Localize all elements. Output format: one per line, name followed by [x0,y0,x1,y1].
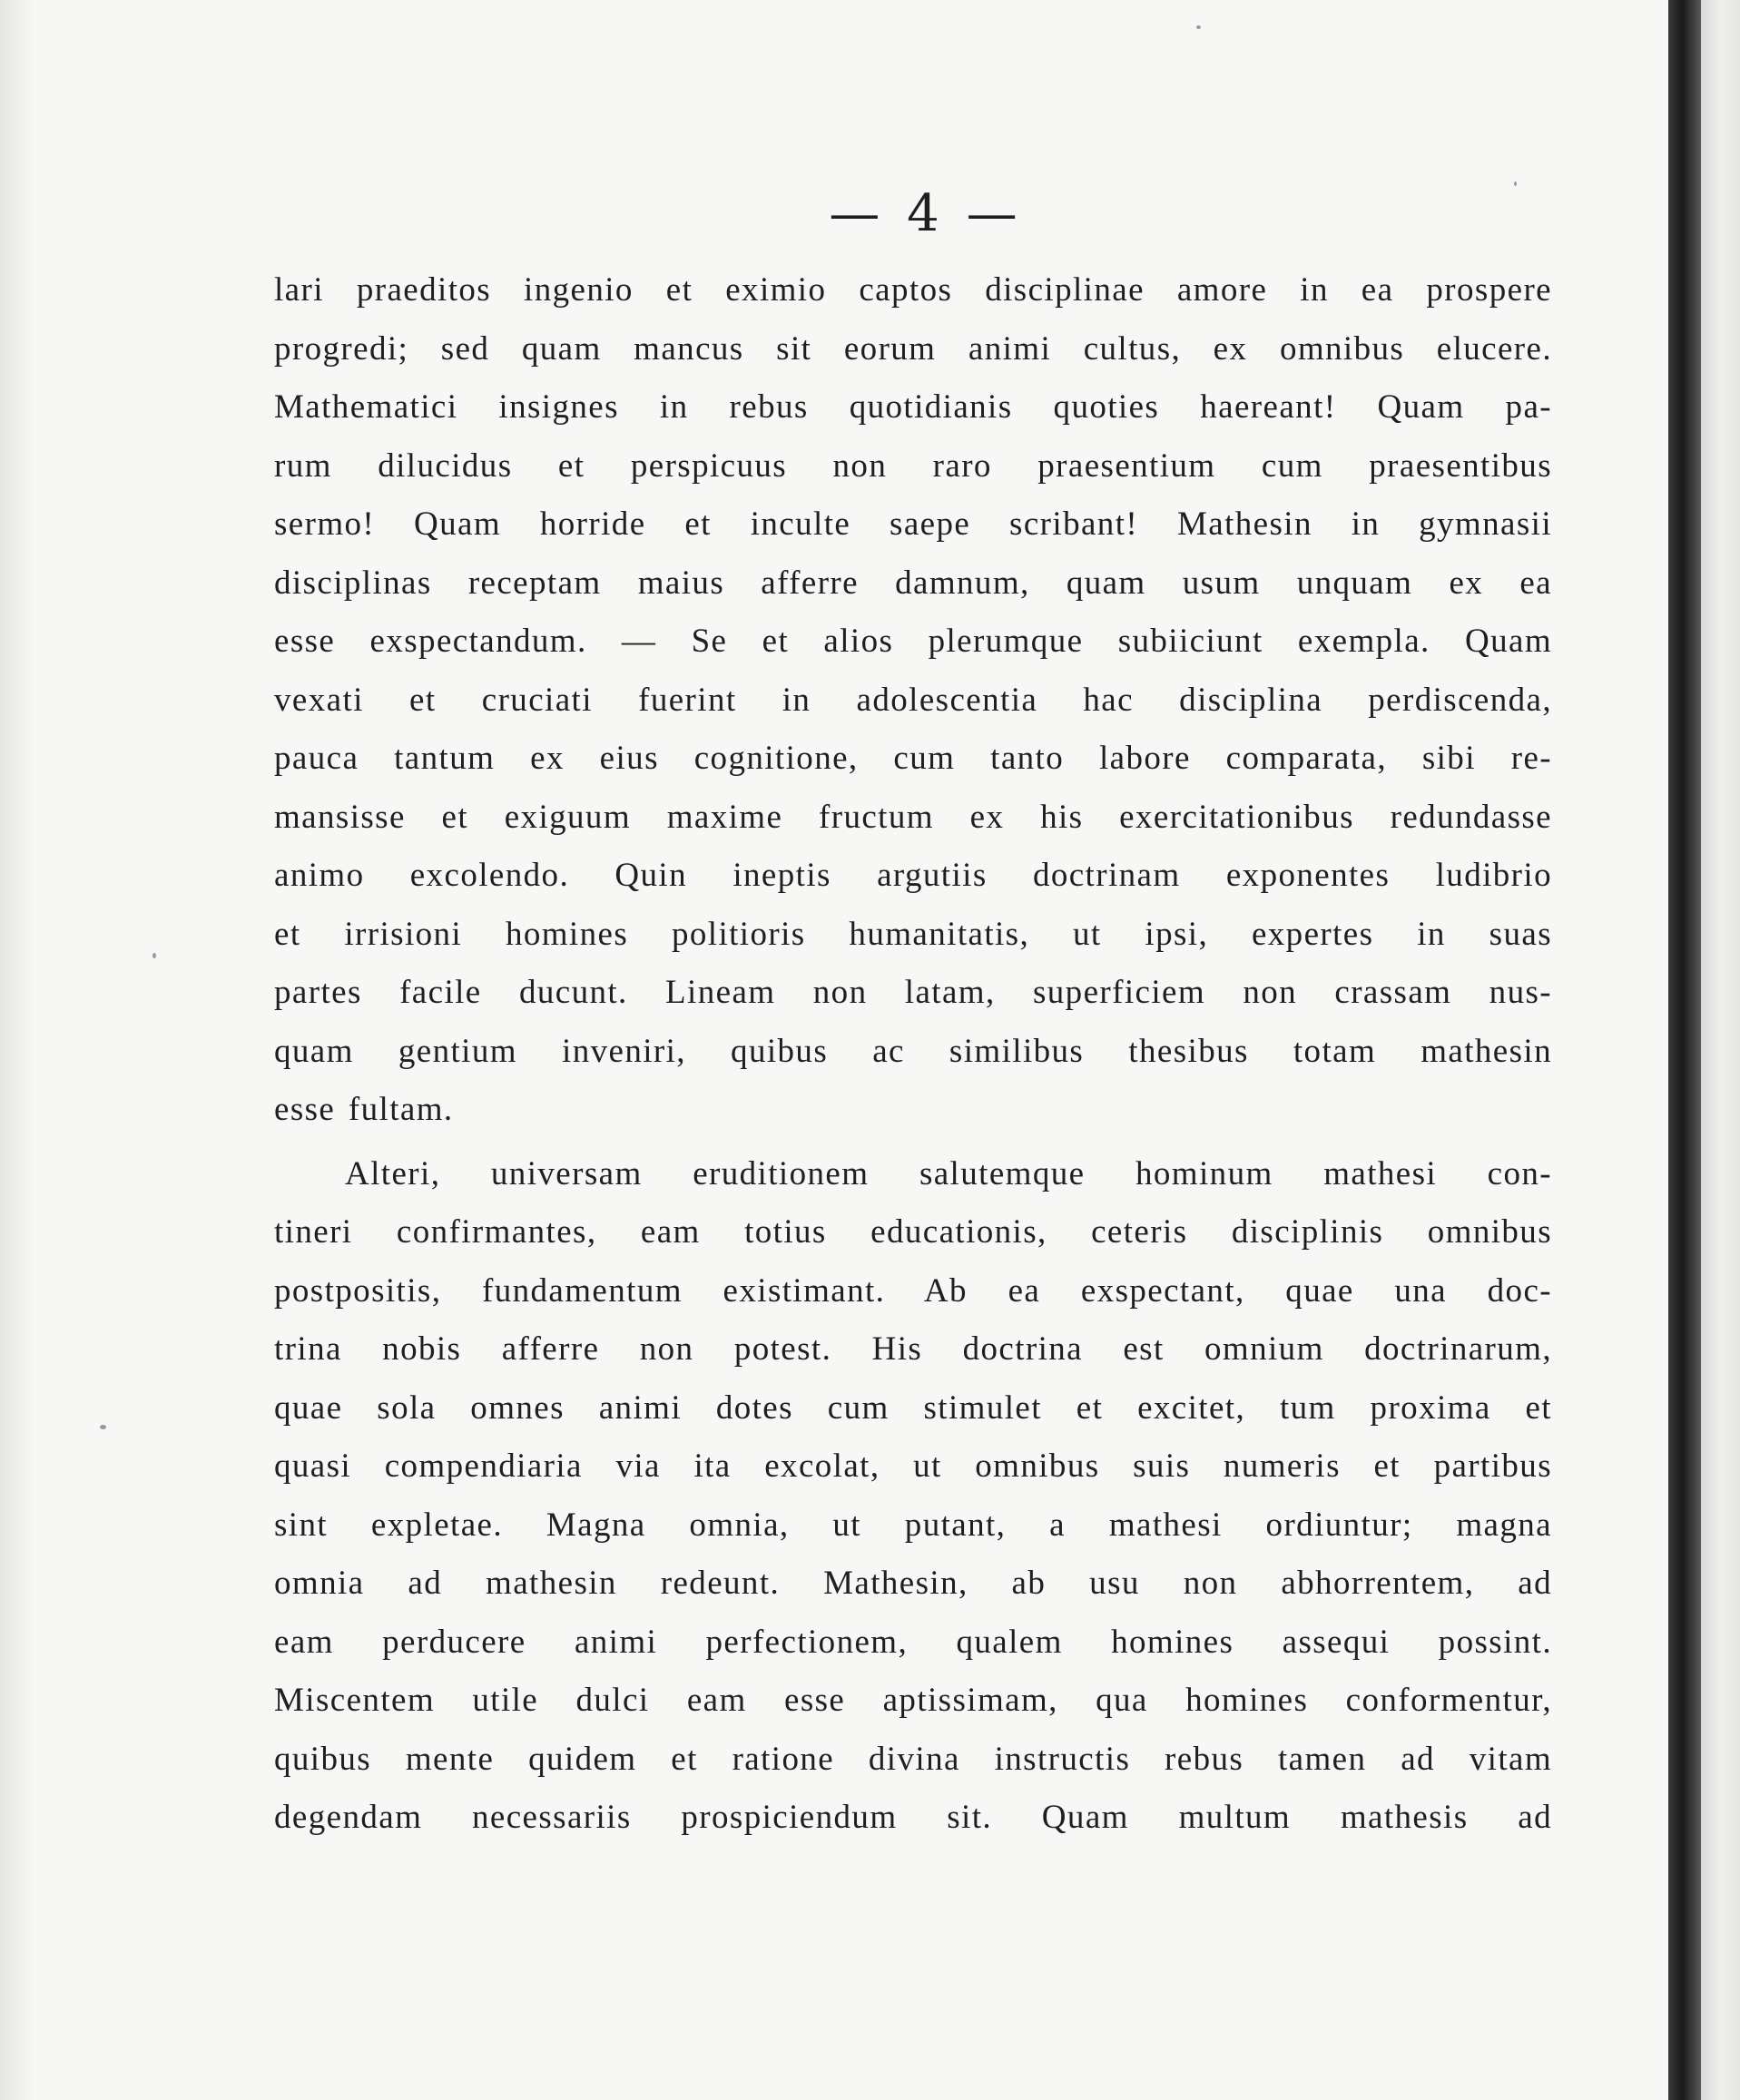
ink-speck [152,953,156,958]
paragraph-2 [274,1145,1552,1848]
text-line: vexati et cruciati fuerint in adolescentia hac disciplina perdiscenda, [274,681,1552,719]
text-line: pauca tantum ex eius cognitione, cum tanto labore comparata, sibi re- [274,740,1552,777]
text-line: omnia ad mathesin redeunt. Mathesin, ab usu non abhorrentem, ad [274,1565,1552,1602]
text-line: partes facile ducunt. Lineam non latam, superficiem non crassam nus- [274,974,1552,1011]
ink-speck [1514,182,1517,186]
text-line: quam gentium inveniri, quibus ac similibus thesibus totam mathesin [274,1032,1552,1070]
text-line: disciplinas receptam maius afferre damnum, quam usum unquam ex ea [274,564,1552,602]
page-left-shade [0,0,36,2100]
text-line: et irrisioni homines politioris humanitatis, ut ipsi, expertes in suas [274,915,1552,953]
body-text [274,261,1552,1848]
facing-page-edge [1701,0,1740,2100]
paragraph-1 [274,261,1552,1140]
text-line: quibus mente quidem et ratione divina instructis rebus tamen ad vitam [274,1740,1552,1778]
text-line: postpositis, fundamentum existimant. Ab ea exspectant, quae una doc- [274,1271,1552,1310]
text-line: Mathematici insignes in rebus quotidianis quoties haereant! Quam pa- [274,388,1552,426]
text-line: degendam necessariis prospiciendum sit. Quam multum mathesis ad [274,1799,1552,1836]
text-line: sint expletae. Magna omnia, ut putant, a mathesi ordiuntur; magna [274,1506,1552,1544]
text-line: esse exspectandum. — Se et alios plerumque subiiciunt exempla. Quam [274,623,1552,660]
text-line: animo excolendo. Quin ineptis argutiis doctrinam exponentes ludibrio [274,857,1552,894]
text-line: progredi; sed quam mancus sit eorum animi cultus, ex omnibus elucere. [274,329,1552,368]
ink-speck [100,1425,106,1429]
text-line: sermo! Quam horride et inculte saepe scribant! Mathesin in gymnasii [274,505,1552,543]
text-line: quasi compendiaria via ita excolat, ut omnibus suis numeris et partibus [274,1447,1552,1485]
text-line: Miscentem utile dulci eam esse aptissimam, qua homines conformentur, [274,1682,1552,1719]
text-line: mansisse et exiguum maxime fructum ex his exercitationibus redundasse [274,798,1552,836]
page-number: — 4 — [829,184,1023,243]
ink-speck [1196,25,1201,29]
text-line: quae sola omnes animi dotes cum stimulet et excitet, tum proxima et [274,1389,1552,1427]
text-line: Alteri, universam eruditionem salutemque hominum mathesi con- [345,1154,1552,1192]
text-line: esse fultam. [274,1091,454,1128]
text-line: trina nobis afferre non potest. His doctrina est omnium doctrinarum, [274,1330,1552,1368]
text-line: tineri confirmantes, eam totius educationis, ceteris disciplinis omnibus [274,1213,1552,1251]
text-line: lari praeditos ingenio et eximio captos disciplinae amore in ea prospere [274,271,1552,309]
book-binding-strip [1668,0,1701,2100]
text-line: eam perducere animi perfectionem, qualem homines assequi possint. [274,1623,1552,1661]
text-line: rum dilucidus et perspicuus non raro praesentium cum praesentibus [274,446,1552,485]
